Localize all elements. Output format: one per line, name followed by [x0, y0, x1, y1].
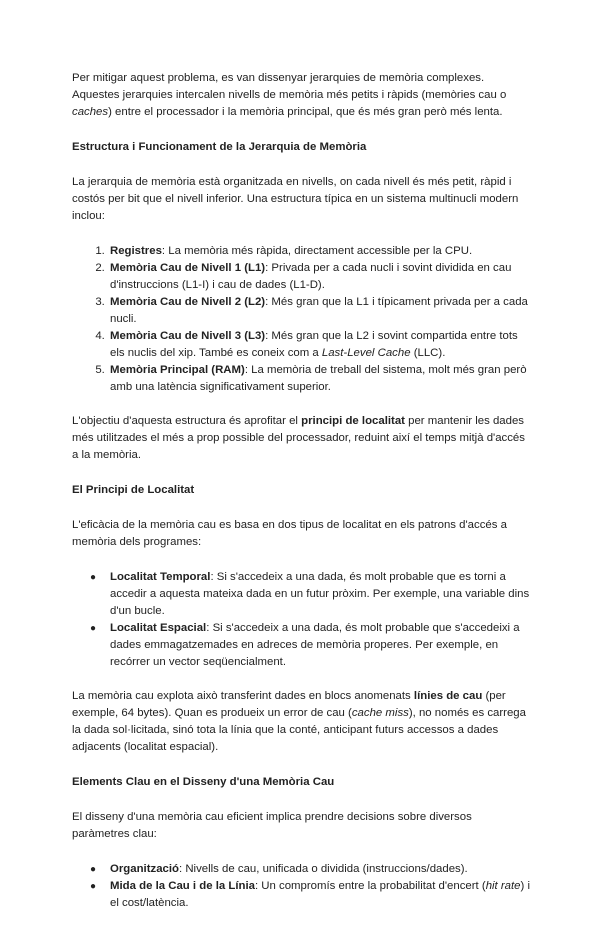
item-emphasis: Last-Level Cache [321, 347, 411, 359]
item-text: : Un compromís entre la probabilitat d'encert ( [254, 880, 486, 892]
list-item [90, 620, 530, 671]
section1-paragraph-2 [72, 413, 530, 464]
item-title: Registres [110, 245, 162, 257]
item-title: Localitat Temporal [110, 571, 211, 583]
list-item [90, 861, 530, 878]
para-emphasis: cache miss [351, 707, 409, 719]
list-item [90, 878, 531, 912]
para-bold: principi de localitat [301, 415, 405, 427]
bullet-icon: ● [90, 572, 97, 583]
intro-text: Per mitigar aquest problema, es van dissenyar jerarquies de memòria complexes. Aquestes jerarquies intercalen nivells de memòria més petits i ràpids (memòries cau o [72, 72, 507, 101]
item-text: : Si s'accedeix a una dada, és molt probable que s'accedeixi a dades emmagatzemades en adreces de memòria properes. Per exemple, en recórrer un vector seqüencialment. [110, 622, 520, 668]
intro-paragraph [72, 70, 530, 121]
item-title: Memòria Cau de Nivell 2 (L2) [110, 296, 266, 308]
intro-text-end: ) entre el processador i la memòria principal, que és més gran però més lenta. [108, 106, 503, 118]
item-title: Mida de la Cau i de la Línia [110, 880, 255, 892]
item-title: Memòria Principal (RAM) [110, 364, 245, 376]
para-text-mid: (per exemple, 64 bytes). Quan es produeix un error de cau ( [72, 690, 506, 719]
section-heading-structure: Estructura i Funcionament de la Jerarquia de Memòria [72, 141, 367, 153]
para-text-end: per mantenir les dades més utilitzades el més a prop possible del processador, reduint així el temps mitjà d'accés a la memòria. [72, 415, 525, 461]
para-text: L'objectiu d'aquesta estructura és aprofitar el [72, 415, 302, 427]
item-title: Organització [110, 863, 179, 875]
section1-paragraph: La jerarquia de memòria està organitzada en nivells, on cada nivell és més petit, ràpid i costós per bit que el nivell inferior. Una estructura típica en un sistema multinucli modern inclou: [72, 176, 519, 222]
item-text: : Nivells de cau, unificada o dividida (instruccions/dades). [179, 863, 468, 875]
section-heading-locality: El Principi de Localitat [72, 484, 195, 496]
intro-emphasis: caches [72, 106, 109, 118]
item-text: : Més gran que la L2 i sovint compartida entre tots els nuclis del xip. També es coneix com a [110, 330, 518, 359]
design-list [72, 861, 530, 912]
item-text-end: (LLC). [410, 347, 446, 359]
list-item [90, 569, 530, 620]
section2-paragraph: L'eficàcia de la memòria cau es basa en dos tipus de localitat en els patrons d'accés a memòria dels programes: [72, 519, 507, 548]
item-title: Memòria Cau de Nivell 1 (L1) [110, 262, 266, 274]
section2-paragraph-2 [72, 688, 530, 756]
para-text: La memòria cau explota això transferint dades en blocs anomenats [72, 690, 414, 702]
list-item [108, 243, 530, 260]
list-item [108, 294, 530, 328]
item-text-end: ) i el cost/latència. [110, 880, 531, 909]
bullet-icon: ● [90, 864, 97, 875]
item-text: : La memòria de treball del sistema, molt més gran però amb una latència significativament superior. [110, 364, 527, 393]
memory-levels-list [72, 243, 530, 396]
para-text-end: ), no només es carrega la dada sol·licitada, sinó tota la línia que la conté, anticipant futurs accessos a dades adjacents (localitat espacial). [72, 707, 526, 753]
item-text: : Més gran que la L1 i típicament privada per a cada nucli. [110, 296, 528, 325]
item-text: : Si s'accedeix a una dada, és molt probable que es torni a accedir a aquesta mateixa dada en un futur pròxim. Per exemple, una variable dins d'un bucle. [110, 571, 530, 617]
section3-paragraph: El disseny d'una memòria cau eficient implica prendre decisions sobre diversos paràmetres clau: [72, 811, 472, 840]
section-heading-design: Elements Clau en el Disseny d'una Memòria Cau [72, 776, 335, 788]
locality-list [72, 569, 530, 671]
document-page [72, 70, 530, 929]
item-title: Localitat Espacial [110, 622, 207, 634]
para-bold: línies de cau [413, 690, 483, 702]
item-text: : Privada per a cada nucli i sovint dividida en cau d'instruccions (L1-I) i cau de dades (L1-D). [110, 262, 512, 291]
list-item [108, 328, 530, 362]
item-text: : La memòria més ràpida, directament accessible per la CPU. [161, 245, 473, 257]
list-item [108, 362, 530, 396]
bullet-icon: ● [90, 881, 97, 892]
item-emphasis: hit rate [485, 880, 521, 892]
item-title: Memòria Cau de Nivell 3 (L3) [110, 330, 266, 342]
list-item [108, 260, 530, 294]
bullet-icon: ● [90, 623, 97, 634]
